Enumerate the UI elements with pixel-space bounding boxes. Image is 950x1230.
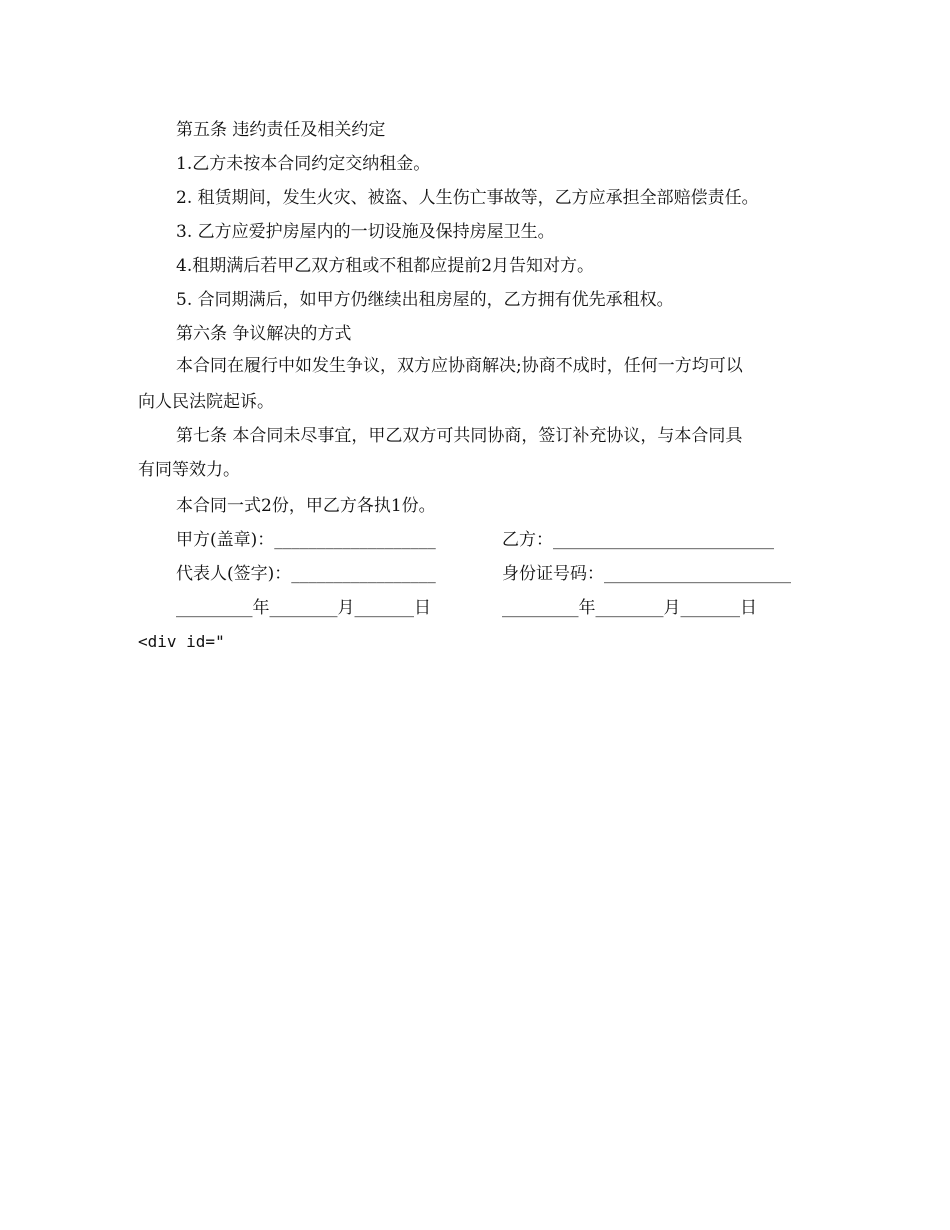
clause-5-2: 2. 租赁期间，发生火灾、被盗、人生伤亡事故等，乙方应承担全部赔偿责任。 [176,188,759,208]
date-field-left: _________年________月_______日 [176,598,431,618]
clause-5-1: 1.乙方未按本合同约定交纳租金。 [176,154,431,174]
article-7-text-line2: 有同等效力。 [138,460,240,480]
party-b-field: 乙方：__________________________ [502,530,774,550]
signature-row-3 [176,596,826,620]
signature-row-1 [176,528,826,552]
article-5-heading: 第五条 违约责任及相关约定 [176,120,386,140]
representative-sign-field: 代表人(签字)：_________________ [176,564,436,584]
raw-html-fragment: <div id=" [138,632,225,651]
party-a-seal-field: 甲方(盖章)：___________________ [176,530,436,550]
clause-5-4: 4.租期满后若甲乙双方租或不租都应提前2月告知对方。 [176,256,595,276]
signature-row-2 [176,562,826,586]
article-6-text-line1: 本合同在履行中如发生争议，双方应协商解决;协商不成时，任何一方均可以 [176,356,743,376]
article-6-heading: 第六条 争议解决的方式 [176,324,352,344]
article-7-text-line1: 第七条 本合同未尽事宜，甲乙双方可共同协商，签订补充协议，与本合同具 [176,426,743,446]
copies-statement: 本合同一式2份，甲乙方各执1份。 [176,496,436,516]
date-field-right: _________年________月_______日 [502,598,757,618]
id-number-field: 身份证号码：______________________ [502,564,791,584]
article-6-text-line2: 向人民法院起诉。 [138,392,274,412]
clause-5-3: 3. 乙方应爱护房屋内的一切设施及保持房屋卫生。 [176,222,555,242]
clause-5-5: 5. 合同期满后，如甲方仍继续出租房屋的，乙方拥有优先承租权。 [176,290,674,310]
